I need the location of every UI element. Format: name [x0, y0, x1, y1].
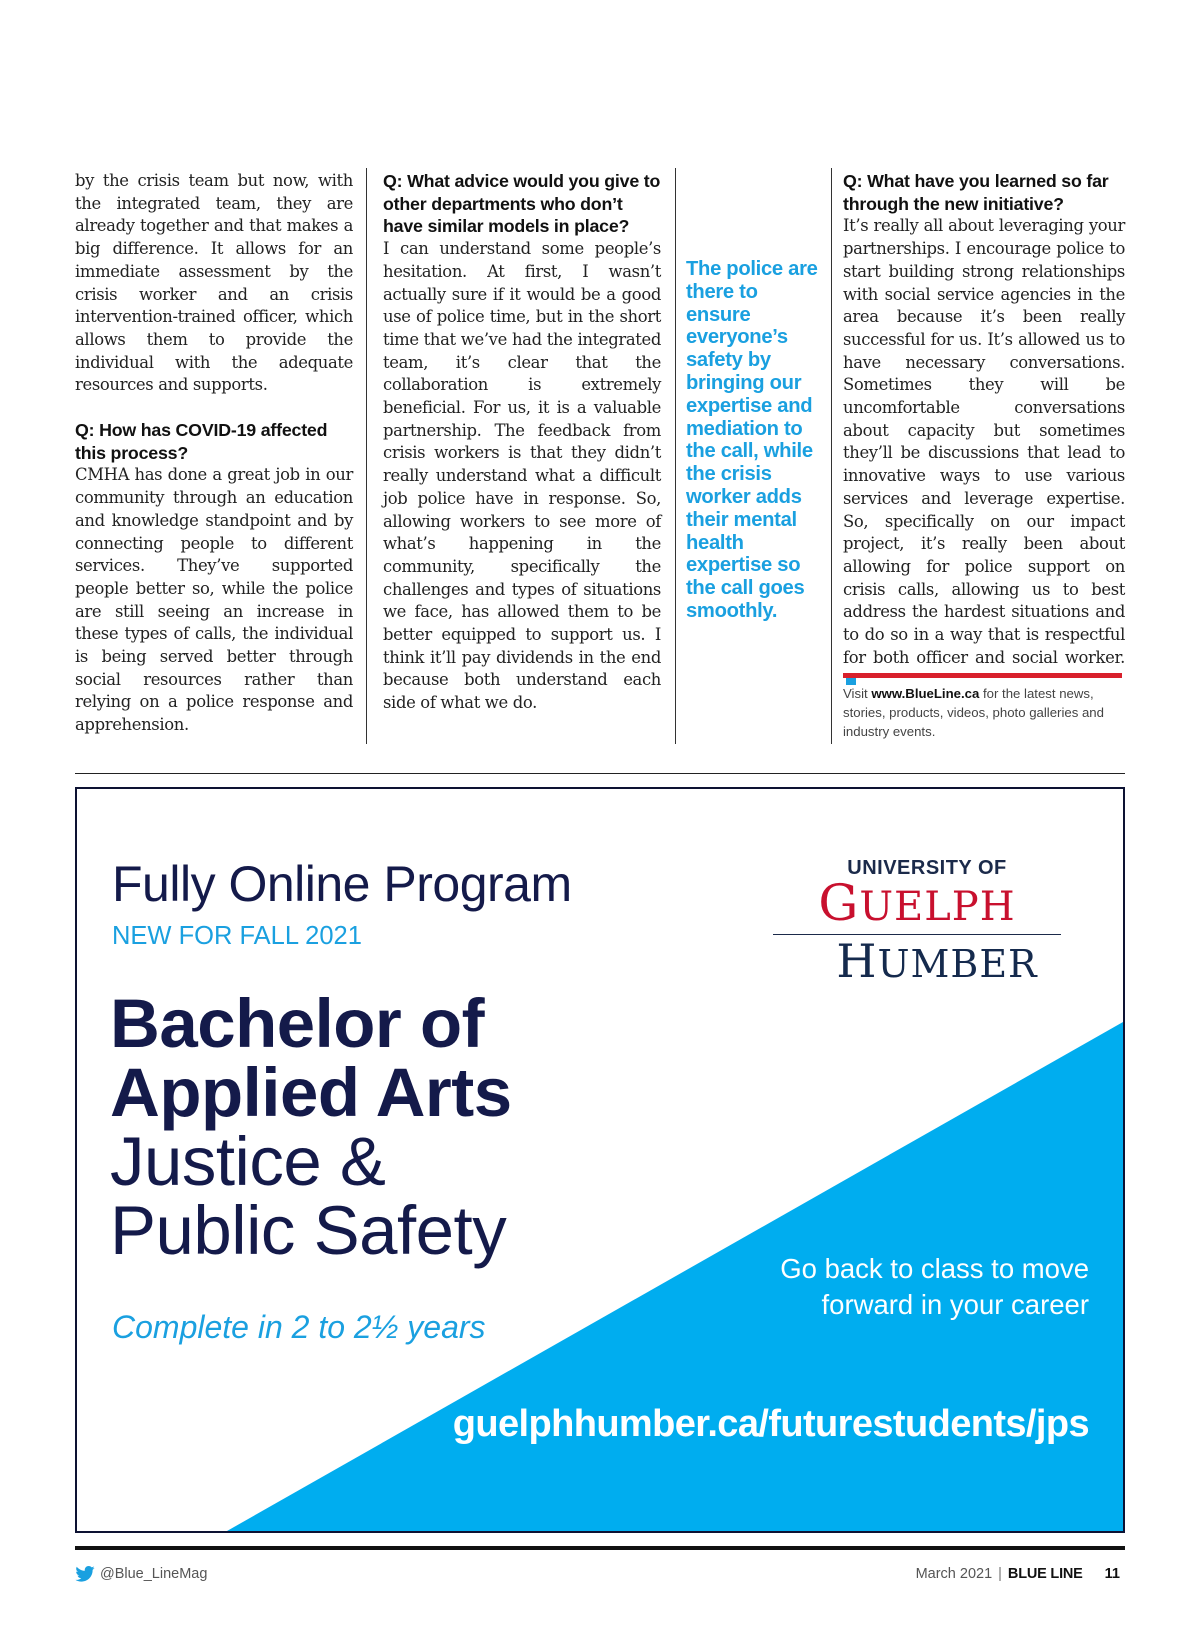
university-logo	[767, 857, 1067, 990]
section-divider	[75, 773, 1125, 774]
logo-guelph	[767, 874, 1067, 932]
footer-info	[916, 1566, 1120, 1582]
pull-quote: The police are there to ensure everyone’s safety by bringing our expertise and mediation to the call, while the crisis worker adds their mental health expertise so the call goes smoothly.	[686, 258, 818, 622]
twitter-icon	[75, 1566, 95, 1582]
program-line-2: Public Safety	[110, 1192, 507, 1269]
column-divider	[831, 168, 832, 744]
red-divider	[843, 673, 1122, 678]
site-link[interactable]: www.BlueLine.ca	[871, 686, 980, 701]
degree-line-2: Applied Arts	[110, 1054, 512, 1131]
question-heading: Q: How has COVID-19 affected this process?	[75, 420, 328, 463]
logo-guelph-initial: G	[818, 874, 860, 932]
ad-tagline: Go back to class to move forward in your career	[780, 1253, 1089, 1320]
column-divider	[675, 168, 676, 744]
question-heading: Q: What advice would you give to other departments who don’t have similar models in place?	[383, 171, 661, 237]
page-number: 11	[1104, 1566, 1120, 1582]
paragraph: by the crisis team but now, with the integrated team, they are already together and that makes a big difference. It allows for an immediate assessment by the crisis worker and an crisis intervention-trained officer, which allows them to provide the individual with the adequate resources and supports.	[75, 171, 353, 395]
ad-subhead: NEW FOR FALL 2021	[112, 922, 362, 950]
logo-guelph-rest: UELPH	[859, 884, 1016, 930]
column-divider	[366, 168, 367, 744]
article-column-1	[75, 170, 353, 737]
footer-separator: |	[998, 1566, 1002, 1582]
ad-url-link[interactable]: guelphhumber.ca/futurestudents/jps	[452, 1403, 1089, 1445]
article-column-3	[843, 170, 1125, 692]
magazine-name: BLUE LINE	[1007, 1566, 1083, 1582]
degree-line-1: Bachelor of	[110, 985, 485, 1062]
ad-program-title	[110, 985, 512, 1269]
paragraph: CMHA has done a great job in our community through an education and knowledge standpoint and by connecting people to different services. They’ve supported people better so, while the police are still seeing an increase in these types of calls, the individual is being served better through social resources rather than relying on a police response and apprehension.	[75, 465, 353, 735]
twitter-handle: @Blue_LineMag	[100, 1566, 208, 1582]
paragraph: I can understand some people’s hesitation. At first, I wasn’t actually sure if it would be a good use of police time, but in the short time that we’ve had the integrated team, it’s clear that the collaboration is extremely beneficial. For us, it is a valuable partnership. The feedback from crisis workers is that they didn’t really understand what a difficult job police have in response. So, allowing workers to see more of what’s happening in the community, specifically the challenges and types of situations we face, has allowed them to be better equipped to support us. I think it’ll pay dividends in the end because both understand each side of what we do.	[383, 239, 661, 713]
logo-humber	[767, 935, 1067, 990]
paragraph-text: It’s really all about leveraging your partnerships. I encourage police to start building strong relationships with social service agencies in the area because it’s been really successful for us. It’s allowed us to have necessary conversations. Sometimes they will be uncomfortable conversations about capacity but sometimes they’ll be discussions that lead to innovative ways to use various services and leverage expertise. So, specifically on our impact project, it’s really been about allowing for police support on crisis calls, allowing us to best address the hardest situations and to do so in a way that is respectful for both officer and social worker.	[843, 216, 1125, 667]
program-line-1: Justice &	[110, 1123, 386, 1200]
footer-twitter[interactable]	[75, 1566, 207, 1582]
footer-rule	[75, 1546, 1125, 1550]
visit-note	[843, 684, 1128, 741]
visit-prefix: Visit	[843, 686, 872, 701]
ad-duration: Complete in 2 to 2½ years	[112, 1309, 486, 1345]
visit-suffix: for the latest news, stories, products, videos, photo galleries and industry events.	[843, 686, 1104, 739]
question-heading: Q: What have you learned so far through the new initiative?	[843, 171, 1109, 214]
logo-humber-initial: H	[836, 934, 878, 988]
paragraph	[843, 215, 1125, 692]
issue-date: March 2021	[915, 1566, 993, 1582]
logo-top-text: UNIVERSITY OF	[847, 857, 1007, 879]
advertisement[interactable]	[75, 787, 1125, 1533]
logo-humber-rest: UMBER	[877, 942, 1038, 986]
ad-headline: Fully Online Program	[112, 856, 572, 912]
article-column-2	[383, 170, 661, 715]
